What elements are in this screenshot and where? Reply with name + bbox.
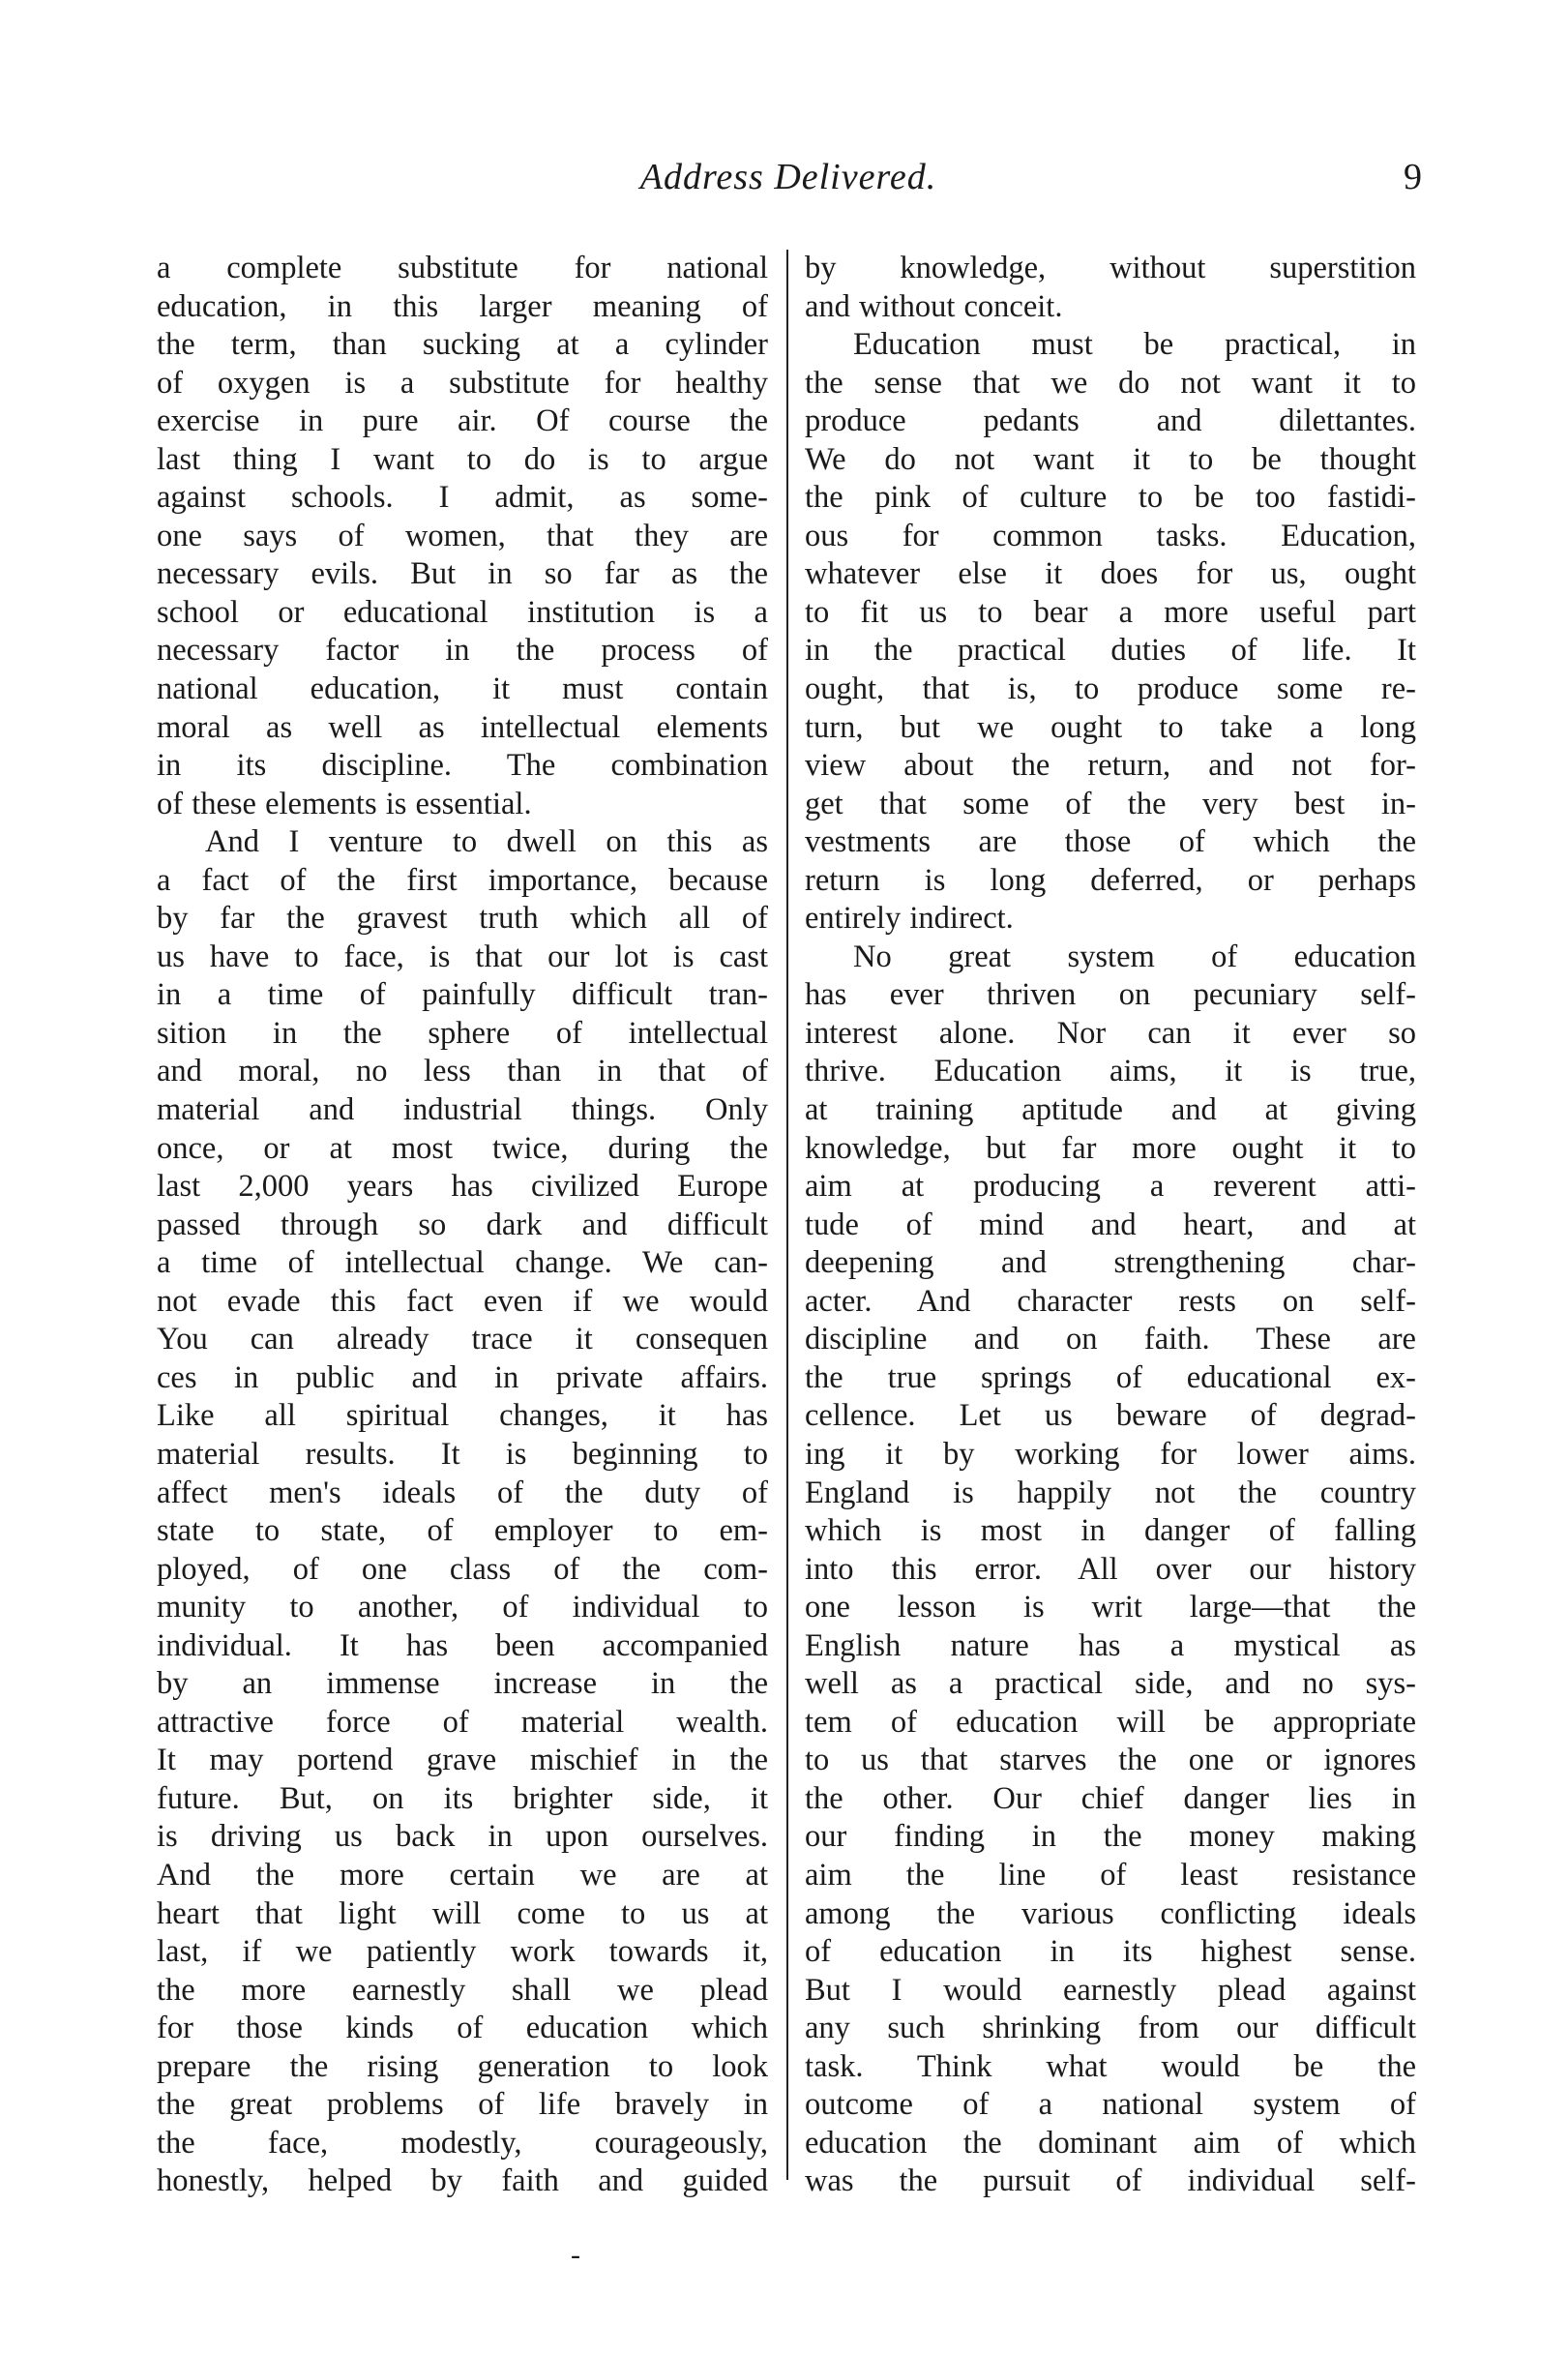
text-line: and without conceit. (805, 288, 1063, 324)
text-line: And I venture to dwell on this as (205, 824, 768, 860)
text-line: is driving us back in upon ourselves. (157, 1819, 768, 1855)
text-line: prepare the rising generation to look (157, 2048, 768, 2084)
text-line: acter. And character rests on self- (805, 1283, 1416, 1319)
column-rule (786, 250, 788, 2180)
text-line: ces in public and in private affairs. (157, 1359, 768, 1395)
text-line: once, or at most twice, during the (157, 1130, 768, 1166)
text-line: attractive force of material wealth. (157, 1704, 768, 1740)
text-line: of education in its highest sense. (805, 1934, 1416, 1970)
text-line: moral as well as intellectual elements (157, 709, 768, 745)
text-line: turn, but we ought to take a long (805, 709, 1416, 745)
text-line: at training aptitude and at giving (805, 1092, 1416, 1128)
text-line: ous for common tasks. Education, (805, 518, 1416, 553)
text-line: individual. It has been accompanied (157, 1627, 768, 1663)
right-column (805, 250, 1416, 2201)
text-line: necessary factor in the process of (157, 633, 768, 669)
text-line: the true springs of educational ex- (805, 1359, 1416, 1395)
text-line: deepening and strengthening char- (805, 1245, 1416, 1281)
footer-mark: - (571, 2239, 580, 2271)
text-line: which is most in danger of falling (805, 1513, 1416, 1549)
text-line: Education must be practical, in (853, 327, 1416, 363)
text-line: future. But, on its brighter side, it (157, 1780, 768, 1816)
text-line: to us that starves the one or ignores (805, 1743, 1416, 1778)
text-line: heart that light will come to us at (157, 1895, 768, 1931)
text-line: necessary evils. But in so far as the (157, 556, 768, 592)
running-title: Address Delivered. (639, 157, 937, 197)
text-line: school or educational institution is a (157, 594, 768, 630)
text-line: one lesson is writ large—that the (805, 1590, 1416, 1625)
text-line: But I would earnestly plead against (805, 1972, 1416, 2008)
text-line: was the pursuit of individual self- (805, 2163, 1416, 2199)
text-line: the pink of culture to be too fastidi- (805, 480, 1416, 516)
text-line: national education, it must contain (157, 671, 768, 707)
text-line: get that some of the very best in- (805, 786, 1416, 821)
text-line: in a time of painfully difficult tran- (157, 977, 768, 1013)
left-column (157, 250, 768, 2201)
text-line: by an immense increase in the (157, 1666, 768, 1702)
text-line: You can already trace it consequen (157, 1322, 768, 1357)
text-line: not evade this fact even if we would (157, 1283, 768, 1319)
text-line: No great system of education (853, 939, 1416, 974)
text-line: sition in the sphere of intellectual (157, 1015, 768, 1051)
text-line: among the various conflicting ideals (805, 1895, 1416, 1931)
text-line: passed through so dark and difficult (157, 1207, 768, 1242)
text-line: us have to face, is that our lot is cast (157, 939, 768, 974)
text-line: in the practical duties of life. It (805, 633, 1416, 669)
text-line: aim at producing a reverent atti- (805, 1169, 1416, 1205)
text-line: material and industrial things. Only (157, 1092, 768, 1128)
text-line: outcome of a national system of (805, 2087, 1416, 2123)
text-line: produce pedants and dilettantes. (805, 403, 1416, 439)
text-line: ing it by working for lower aims. (805, 1436, 1416, 1472)
text-line: the more earnestly shall we plead (157, 1972, 768, 2008)
text-line: by far the gravest truth which all of (157, 901, 768, 937)
text-line: to fit us to bear a more useful part (805, 594, 1416, 630)
text-line: well as a practical side, and no sys- (805, 1666, 1416, 1702)
text-line: It may portend grave mischief in the (157, 1743, 768, 1778)
text-line: the face, modestly, courageously, (157, 2125, 768, 2161)
text-line: task. Think what would be the (805, 2048, 1416, 2084)
text-line: cellence. Let us beware of degrad- (805, 1398, 1416, 1434)
text-line: tem of education will be appropriate (805, 1704, 1416, 1740)
text-line: by knowledge, without superstition (805, 251, 1416, 285)
running-head (155, 153, 1422, 211)
text-line: And the more certain we are at (157, 1857, 768, 1893)
text-line: into this error. All over our history (805, 1551, 1416, 1587)
text-line: thrive. Education aims, it is true, (805, 1054, 1416, 1089)
text-line: a fact of the first importance, because (157, 862, 768, 898)
text-line: munity to another, of individual to (157, 1590, 768, 1625)
text-line: honestly, helped by faith and guided (157, 2163, 768, 2199)
text-line: tude of mind and heart, and at (805, 1207, 1416, 1242)
text-line: discipline and on faith. These are (805, 1322, 1416, 1357)
text-line: knowledge, but far more ought it to (805, 1130, 1416, 1166)
text-line: last, if we patiently work towards it, (157, 1934, 768, 1970)
text-line: material results. It is beginning to (157, 1436, 768, 1472)
text-line: last 2,000 years has civilized Europe (157, 1169, 768, 1205)
text-line: a complete substitute for national (157, 251, 768, 285)
text-line: entirely indirect. (805, 901, 1014, 937)
text-line: the other. Our chief danger lies in (805, 1780, 1416, 1816)
text-line: the term, than sucking at a cylinder (157, 327, 768, 363)
text-line: exercise in pure air. Of course the (157, 403, 768, 439)
text-line: education, in this larger meaning of (157, 288, 768, 324)
text-line: ployed, of one class of the com- (157, 1551, 768, 1587)
text-line: affect men's ideals of the duty of (157, 1475, 768, 1510)
text-line: England is happily not the country (805, 1475, 1416, 1510)
text-line: against schools. I admit, as some- (157, 480, 768, 516)
text-line: vestments are those of which the (805, 824, 1416, 860)
text-line: aim the line of least resistance (805, 1857, 1416, 1893)
text-line: for those kinds of education which (157, 2011, 768, 2046)
text-columns (157, 250, 1422, 2214)
text-line: ought, that is, to produce some re- (805, 671, 1416, 707)
text-line: one says of women, that they are (157, 518, 768, 553)
text-line: whatever else it does for us, ought (805, 556, 1416, 592)
text-line: the sense that we do not want it to (805, 365, 1416, 401)
text-line: return is long deferred, or perhaps (805, 862, 1416, 898)
text-line: any such shrinking from our difficult (805, 2011, 1416, 2046)
text-line: state to state, of employer to em- (157, 1513, 768, 1549)
text-line: last thing I want to do is to argue (157, 441, 768, 477)
text-line: has ever thriven on pecuniary self- (805, 977, 1416, 1013)
text-line: in its discipline. The combination (157, 748, 768, 784)
text-line: of these elements is essential. (157, 786, 532, 821)
text-line: Like all spiritual changes, it has (157, 1398, 768, 1434)
text-line: the great problems of life bravely in (157, 2087, 768, 2123)
text-line: We do not want it to be thought (805, 441, 1416, 477)
text-line: our finding in the money making (805, 1819, 1416, 1855)
text-line: a time of intellectual change. We can- (157, 1245, 768, 1281)
text-line: interest alone. Nor can it ever so (805, 1015, 1416, 1051)
text-line: and moral, no less than in that of (157, 1054, 768, 1089)
text-line: view about the return, and not for- (805, 748, 1416, 784)
text-line: education the dominant aim of which (805, 2125, 1416, 2161)
text-line: English nature has a mystical as (805, 1627, 1416, 1663)
text-line: of oxygen is a substitute for healthy (157, 365, 768, 401)
page-number: 9 (1404, 157, 1422, 197)
